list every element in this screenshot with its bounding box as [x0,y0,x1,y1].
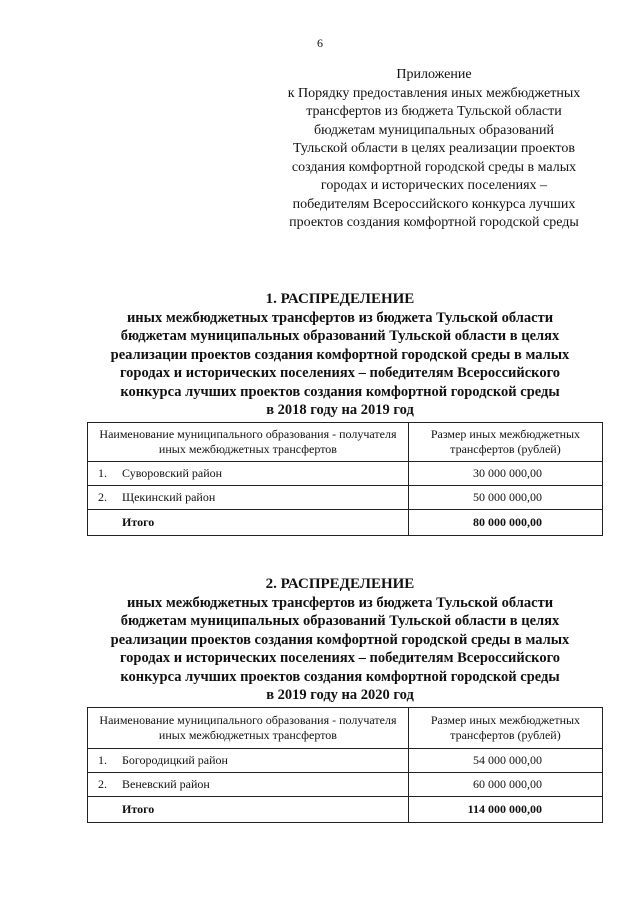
section-1-line: городах и исторических поселениях – победителям Всероссийского [119,365,561,381]
appendix-line: победителям Всероссийского конкурса лучших [292,196,576,212]
section-2-title [70,575,610,705]
total-label-cell [88,510,409,536]
section-1-line: реализации проектов создания комфортной городской среды в малых [110,346,570,363]
row-number: 2. [98,490,107,504]
row-number: 1. [98,466,107,480]
section-1-line: иных межбюджетных трансфертов из бюджета Тульской области [126,309,554,326]
table-total-row [88,797,603,823]
section-2-line: иных межбюджетных трансфертов из бюджета Тульской области [126,594,554,611]
section-2-heading: 2. РАСПРЕДЕЛЕНИЕ [265,576,415,592]
row-name: Щекинский район [122,490,216,504]
table-row [88,773,603,797]
name-cell [88,749,409,773]
table-header-row [88,708,603,749]
section-1-heading: 1. РАСПРЕДЕЛЕНИЕ [265,291,415,307]
row-number: 2. [98,777,107,791]
appendix-line: Приложение [396,67,472,82]
total-sum: 114 000 000,00 [408,797,602,823]
section-2-line: реализации проектов создания комфортной городской среды в малых [110,631,570,648]
table-row [88,486,603,510]
header-sum-cell: Размер иных межбюджетных трансфертов (рублей) [408,708,602,749]
table-header-row [88,423,603,462]
section-1-title [70,290,610,420]
appendix-line: городах и исторических поселениях – [320,178,548,193]
name-cell [88,462,409,486]
table-row [88,749,603,773]
row-sum: 54 000 000,00 [408,749,602,773]
section-1-line: в 2018 году на 2019 год [266,402,414,418]
distribution-table-1 [87,422,603,536]
appendix-line: трансфертов из бюджета Тульской области [306,104,562,119]
row-sum: 30 000 000,00 [408,462,602,486]
section-1-line: бюджетам муниципальных образований Тульской области в целях [120,328,560,344]
header-name-cell: Наименование муниципального образования - получателя иных межбюджетных трансфертов [88,708,409,749]
section-1-line: конкурса лучших проектов создания комфортной городской среды [120,383,560,400]
table-total-row [88,510,603,536]
total-sum: 80 000 000,00 [408,510,602,536]
total-label-cell [88,797,409,823]
section-2-line: в 2019 году на 2020 год [266,687,414,703]
row-number: 1. [98,753,107,767]
appendix-line: создания комфортной городской среды в малых [291,159,577,175]
header-name-cell: Наименование муниципального образования - получателя иных межбюджетных трансфертов [88,423,409,462]
header-sum-cell: Размер иных межбюджетных трансфертов (рублей) [408,423,602,462]
section-2-line: бюджетам муниципальных образований Тульской области в целях [120,613,560,629]
row-sum: 50 000 000,00 [408,486,602,510]
appendix-line: проектов создания комфортной городской среды [289,215,579,230]
appendix-line: к Порядку предоставления иных межбюджетных [287,85,581,101]
name-cell [88,773,409,797]
name-cell [88,486,409,510]
row-sum: 60 000 000,00 [408,773,602,797]
section-2-line: городах и исторических поселениях – победителям Всероссийского [119,650,561,666]
table-row [88,462,603,486]
distribution-table-2 [87,707,603,823]
row-name: Богородицкий район [122,753,228,767]
row-name: Веневский район [122,777,210,791]
appendix-line: Тульской области в целях реализации проектов [293,141,575,156]
total-label: Итого [122,802,155,816]
appendix-line: бюджетам муниципальных образований [314,122,554,138]
page-number: 6 [317,36,323,50]
total-label: Итого [122,515,155,529]
section-2-line: конкурса лучших проектов создания комфортной городской среды [120,668,560,685]
appendix-block [262,66,606,233]
row-name: Суворовский район [122,466,223,480]
